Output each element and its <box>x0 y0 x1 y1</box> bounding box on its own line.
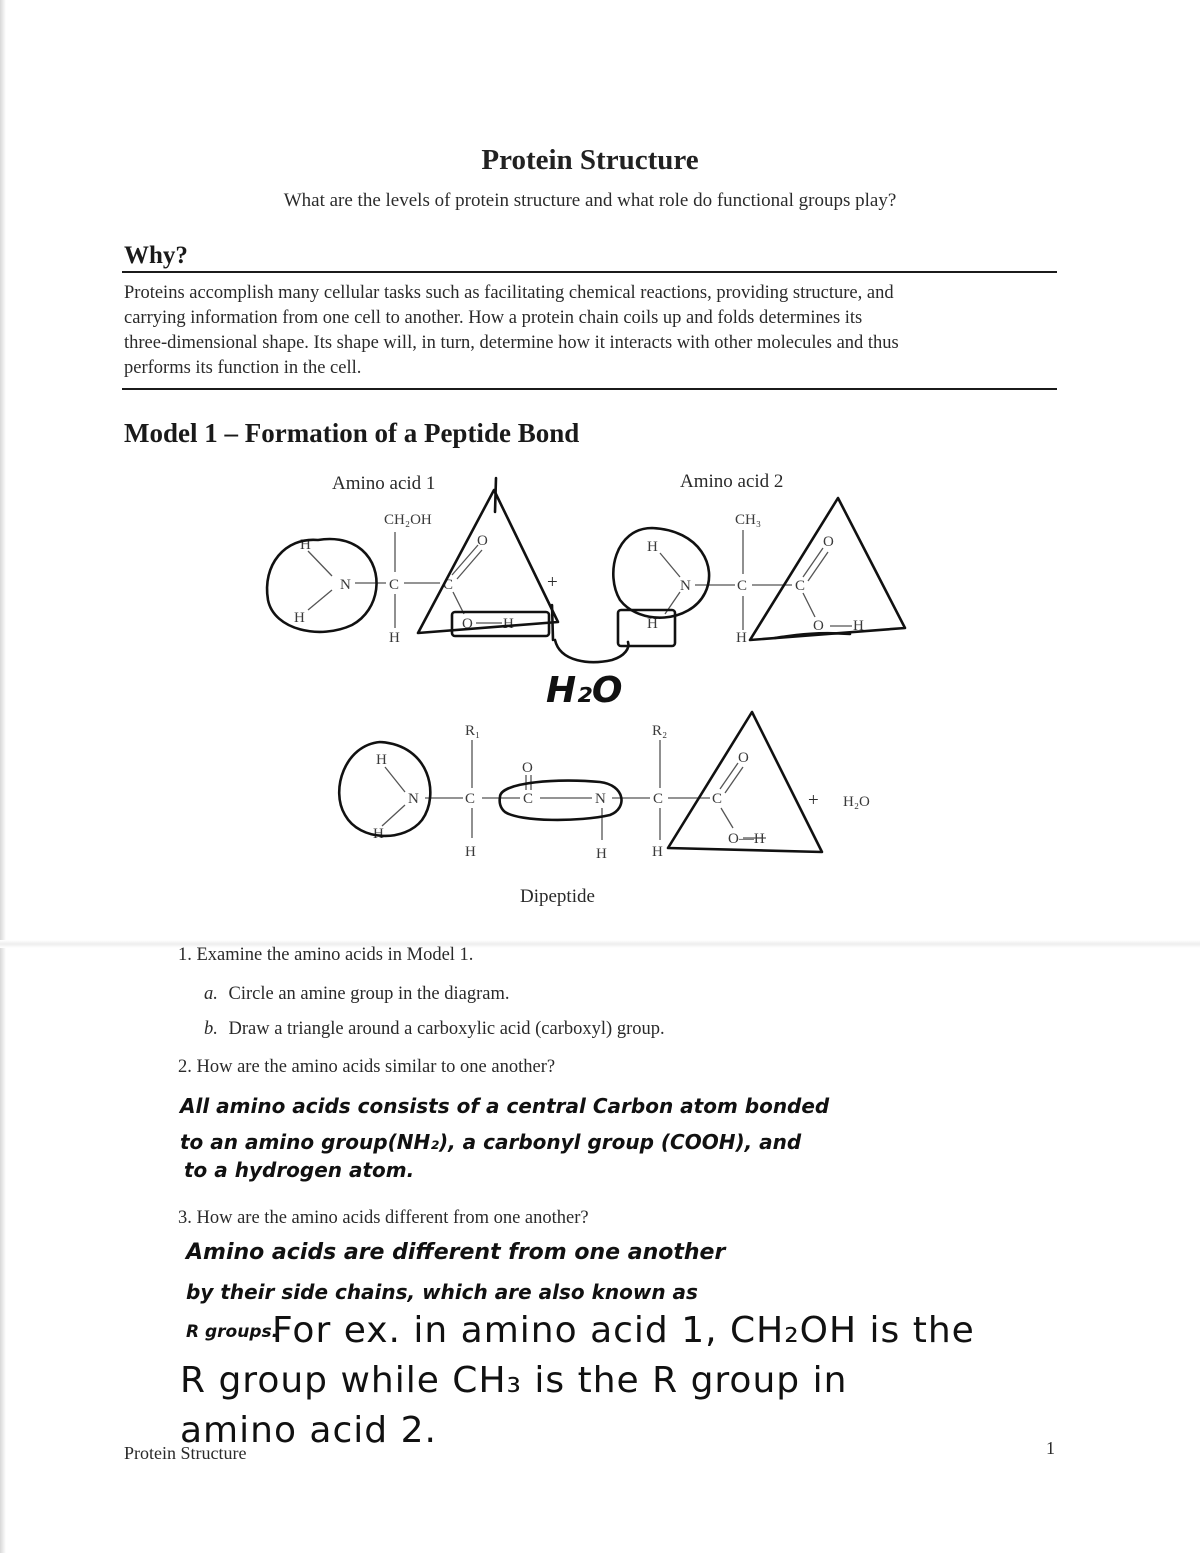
page-subtitle: What are the levels of protein structure and what role do functional groups play? <box>283 190 897 211</box>
atom-o: O <box>462 616 473 632</box>
model-heading: Model 1 – Formation of a Peptide Bond <box>124 418 580 448</box>
atom-h: H <box>503 616 514 632</box>
r2-label: R₂ <box>652 723 668 739</box>
r-group-1: CH₂OH <box>384 512 432 528</box>
why-line: performs its function in the cell. <box>124 358 362 378</box>
atom-c: C <box>389 577 400 593</box>
atom-hydroxyl: O—H <box>728 831 765 847</box>
answer-2-line: All amino acids consists of a central Carbon atom bonded <box>180 1094 830 1118</box>
atom-h: H <box>853 618 864 634</box>
atom-h: H <box>294 610 305 626</box>
question-3: 3. How are the amino acids different from one another? <box>178 1208 589 1228</box>
atom-h: H <box>652 844 663 860</box>
why-line: three-dimensional shape. Its shape will, in turn, determine how it interacts with other molecules and thus <box>124 333 899 353</box>
why-top-rule <box>122 271 1057 273</box>
question-1b-letter: b. <box>204 1019 218 1039</box>
dipeptide-label: Dipeptide <box>520 886 595 907</box>
atom-o: O <box>823 534 834 550</box>
answer-2-line: to an amino group(NH₂), a carbonyl group (COOH), and <box>180 1130 802 1154</box>
why-bottom-rule <box>122 388 1057 390</box>
page-title: Protein Structure <box>481 144 699 176</box>
atom-c: C <box>653 791 664 807</box>
atom-h: H <box>736 630 747 646</box>
page-number: 1 <box>1046 1438 1055 1458</box>
atom-h: H <box>300 537 311 553</box>
handwritten-h2o: H₂O <box>546 670 623 711</box>
question-1a-letter: a. <box>204 984 218 1004</box>
atom-n: N <box>340 577 351 593</box>
answer-3-line: Amino acids are different from one another <box>186 1240 726 1265</box>
atom-h: H <box>647 539 658 555</box>
footer-title: Protein Structure <box>124 1443 247 1463</box>
answer-3-line: For ex. in amino acid 1, CH₂OH is the <box>272 1310 975 1351</box>
atom-o: O <box>522 760 533 776</box>
answer-2-line: to a hydrogen atom. <box>184 1158 415 1182</box>
amino-acid-1-label: Amino acid 1 <box>332 473 436 494</box>
r-group-2: CH₃ <box>735 512 762 528</box>
atom-o: O <box>738 750 749 766</box>
atom-h: H <box>376 752 387 768</box>
peptide-bond-diagram <box>0 460 1200 920</box>
water-product: H₂O <box>843 794 870 810</box>
dipeptide-bonds <box>382 740 766 840</box>
why-line: Proteins accomplish many cellular tasks such as facilitating chemical reactions, providing structure, and <box>124 283 894 303</box>
why-paragraph <box>124 281 1054 381</box>
question-2: 2. How are the amino acids similar to one another? <box>178 1057 556 1077</box>
plus-sign: + <box>547 572 558 593</box>
plus-sign: + <box>808 790 819 811</box>
atom-c: C <box>712 791 723 807</box>
answer-3-line: amino acid 2. <box>180 1410 437 1451</box>
atom-h: H <box>647 616 658 632</box>
atom-h: H <box>389 630 400 646</box>
answer-3-r-groups: R groups. <box>186 1322 279 1342</box>
atom-c: C <box>523 791 534 807</box>
atom-h: H <box>465 844 476 860</box>
question-1: 1. Examine the amino acids in Model 1. <box>178 945 474 965</box>
atom-h: H <box>596 846 607 862</box>
hand-annotations-top <box>267 478 905 662</box>
atom-c: C <box>795 578 806 594</box>
atom-o: O <box>813 618 824 634</box>
atom-n: N <box>595 791 606 807</box>
atom-h: H <box>373 826 384 842</box>
atom-n: N <box>408 791 419 807</box>
r1-label: R₁ <box>465 723 481 739</box>
atom-n: N <box>680 578 691 594</box>
question-1a <box>204 984 510 1005</box>
answer-3-line: by their side chains, which are also known as <box>186 1280 698 1304</box>
answer-3-line: R group while CH₃ is the R group in <box>180 1360 848 1401</box>
why-heading: Why? <box>124 242 188 269</box>
why-line: carrying information from one cell to another. How a protein chain coils up and folds determines its <box>124 308 863 328</box>
amino-acid-1-bonds <box>308 532 502 628</box>
atom-c: C <box>737 578 748 594</box>
question-1b <box>204 1019 665 1040</box>
atom-c: C <box>465 791 476 807</box>
atom-o: O <box>477 533 488 549</box>
atom-c: C <box>443 577 454 593</box>
question-1a-text: Circle an amine group in the diagram. <box>228 984 510 1004</box>
amino-acid-2-label: Amino acid 2 <box>680 471 784 492</box>
question-1b-text: Draw a triangle around a carboxylic acid (carboxyl) group. <box>228 1019 665 1039</box>
